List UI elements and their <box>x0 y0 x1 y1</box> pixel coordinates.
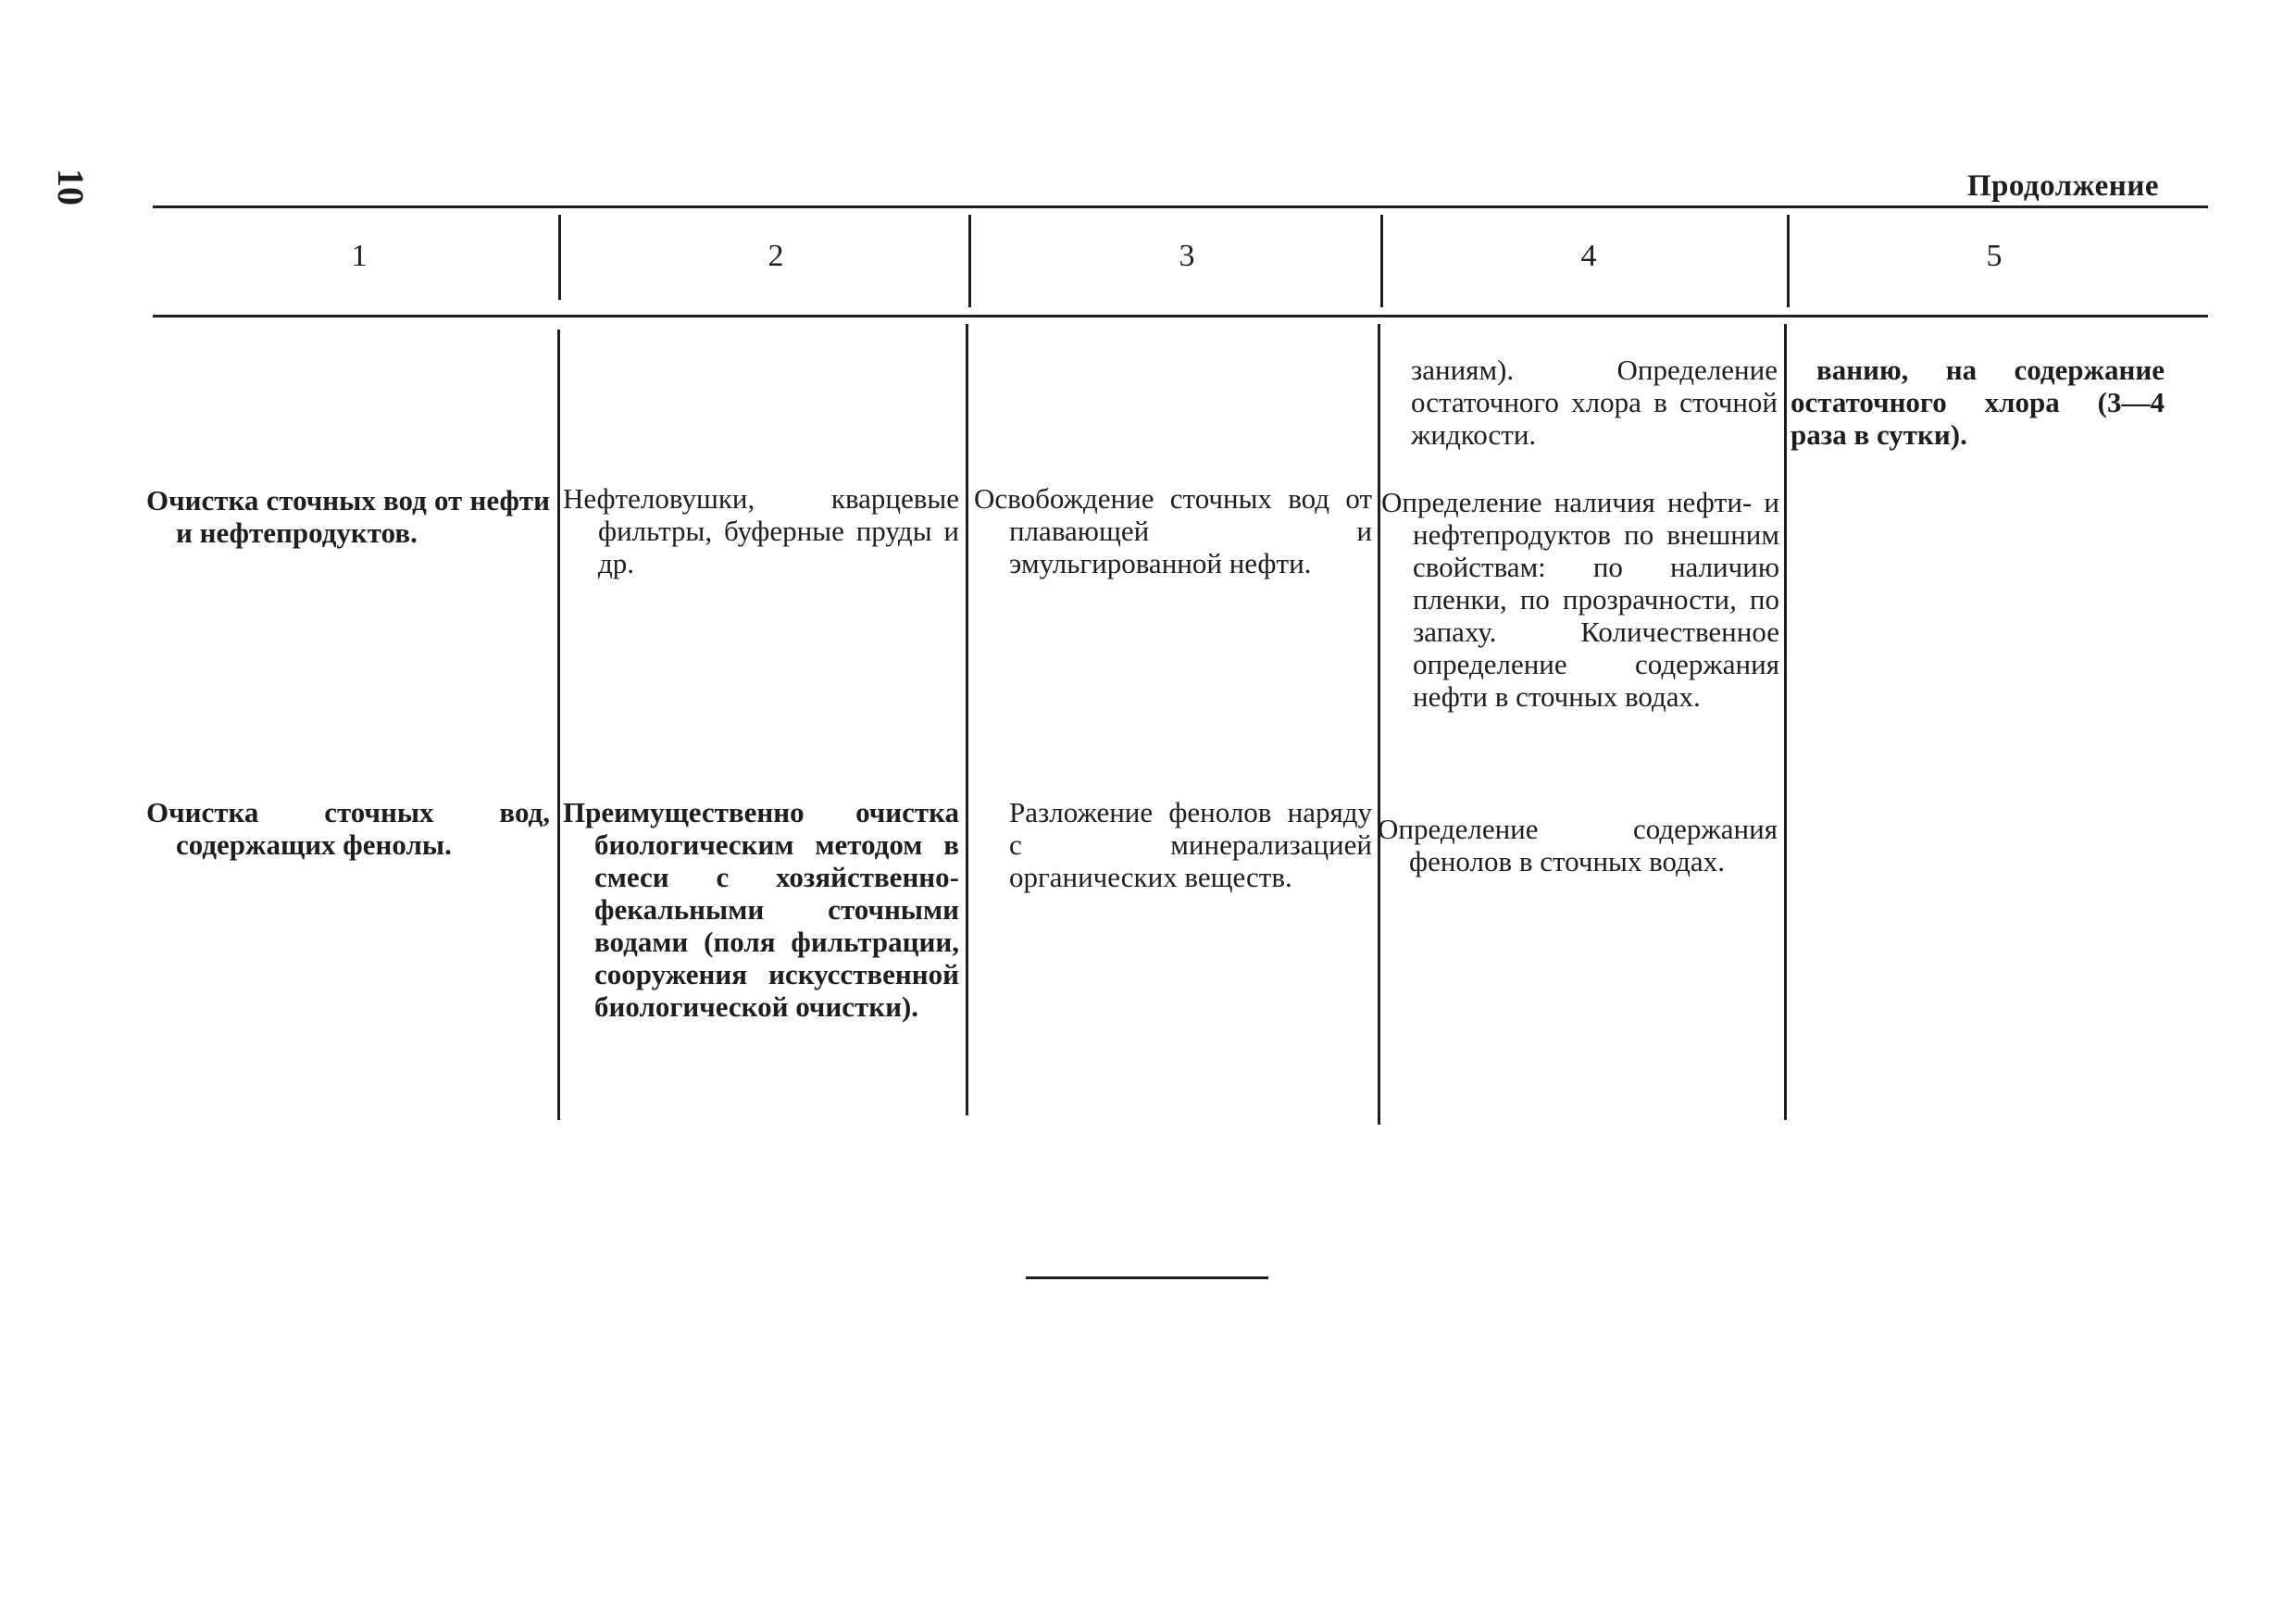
footer-rule <box>1026 1276 1268 1279</box>
header-divider <box>558 215 561 300</box>
page-number: 10 <box>50 168 92 205</box>
column-number-5: 5 <box>1986 239 2003 273</box>
column-divider <box>557 330 560 1120</box>
header-divider <box>968 215 971 307</box>
row2-col2: Преимущественно очистка биологическим методом в смеси с хозяйственно-фекальными сточными водами (поля фильтрации, сооружения искусственной биологической очистки). <box>563 796 959 1023</box>
header-divider <box>1380 215 1383 307</box>
row2-col3: Разложение фенолов наряду с минерализацией органических веществ. <box>1009 796 1372 893</box>
carryover-col5: ванию, на содержание остаточного хлора (3—4 раза в сутки). <box>1791 354 2165 451</box>
column-number-1: 1 <box>351 239 368 273</box>
row1-col1: Очистка сточных вод от нефти и нефтепродуктов. <box>146 484 550 549</box>
carryover-col4: заниям). Определение остаточного хлора в сточной жидкости. <box>1411 354 1778 451</box>
column-number-4: 4 <box>1580 239 1597 273</box>
column-divider <box>1784 324 1787 1120</box>
column-divider <box>1378 324 1380 1125</box>
row1-col2: Нефтеловушки, кварцевые фильтры, буферные пруды и др. <box>563 482 959 579</box>
column-number-2: 2 <box>767 239 784 273</box>
row1-col4: Определение наличия нефти- и нефтепродуктов по внешним свойствам: по наличию пленки, по прозрачности, по запаху. Количественное определение содержания нефти в сточных водах. <box>1381 486 1779 713</box>
table-top-rule <box>153 205 2208 208</box>
column-divider <box>966 324 968 1115</box>
column-number-3: 3 <box>1179 239 1195 273</box>
row1-col3: Освобождение сточных вод от плавающей и эмульгированной нефти. <box>974 482 1372 579</box>
row2-col4: Определение содержания фенолов в сточных водах. <box>1378 813 1778 877</box>
header-bottom-rule <box>153 315 2208 317</box>
row2-col1: Очистка сточных вод, содержащих фенолы. <box>146 796 550 861</box>
continuation-label: Продолжение <box>1966 169 2159 203</box>
header-divider <box>1787 215 1790 307</box>
